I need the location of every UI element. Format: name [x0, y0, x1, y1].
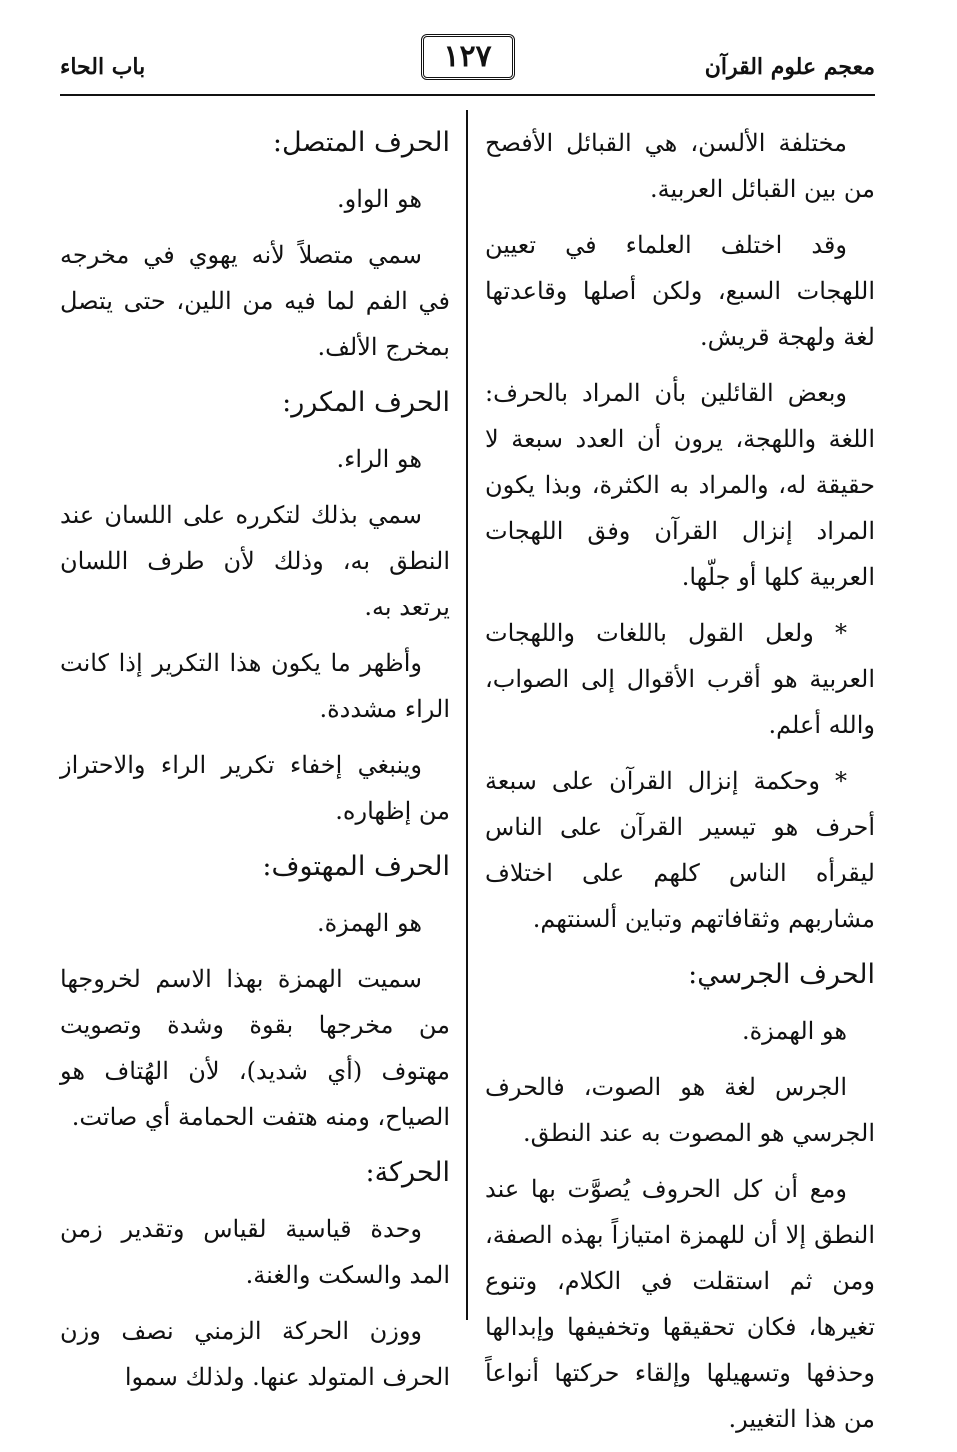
- left-column: [60, 120, 450, 1410]
- paragraph: ومع أن كل الحروف يُصوَّت بها عند النطق إلا أن للهمزة امتيازاً بهذه الصفة، ومن ثم استقلت في الكلام، وتنوع تغيرها، فكان تحقيقها وتخفيفها وإبدالها وحذفها وتسهيلها وإلقاء حركتها أنواعاً من هذا التغيير.: [485, 1175, 875, 1433]
- entry-heading: الحرف المتصل:: [272, 127, 450, 158]
- paragraph: وحدة قياسية لقياس وتقدير زمن المد والسكت والغنة.: [60, 1215, 450, 1289]
- entry-heading: الحرف المكرر:: [282, 387, 450, 418]
- section-title: باب الحاء: [60, 54, 146, 80]
- paragraph: وقد اختلف العلماء في تعيين اللهجات السبع، ولكن أصلها وقاعدتها لغة ولهجة قريش.: [485, 231, 875, 351]
- paragraph: وأظهر ما يكون هذا التكرير إذا كانت الراء مشددة.: [60, 649, 450, 723]
- paragraph: مختلفة الألسن، هي القبائل الأفصح من بين القبائل العربية.: [485, 129, 875, 203]
- paragraph: ووزن الحركة الزمني نصف وزن الحرف المتولد عنها. ولذلك سموا: [60, 1317, 450, 1391]
- paragraph: الجرس لغة هو الصوت، فالحرف الجرسي هو المصوت به عند النطق.: [485, 1073, 875, 1147]
- paragraph: وينبغي إخفاء تكرير الراء والاحتراز من إظهاره.: [60, 751, 450, 825]
- paragraph: هو الهمزة.: [741, 1017, 847, 1045]
- paragraph: * ولعل القول باللغات واللهجات العربية هو أقرب الأقوال إلى الصواب، والله أعلم.: [485, 619, 875, 739]
- paragraph: * وحكمة إنزال القرآن على سبعة أحرف هو تيسير القرآن على الناس ليقرأه الناس كلهم على اختلاف مشاربهم وثقافاتهم وتباين ألسنتهم.: [485, 767, 875, 933]
- book-title: معجم علوم القرآن: [704, 54, 875, 80]
- entry-heading: الحركة:: [365, 1157, 450, 1188]
- entry-heading: الحرف الجرسي:: [688, 959, 875, 990]
- paragraph: سميت الهمزة بهذا الاسم لخروجها من مخرجها بقوة وشدة وتصويت مهتوف (أي شديد)، لأن الهُتاف هو الصياح، ومنه هتفت الحمامة أي صاتت.: [60, 965, 450, 1131]
- paragraph: سمي بذلك لتكرره على اللسان عند النطق به، وذلك لأن طرف اللسان يرتعد به.: [60, 501, 450, 621]
- right-column: [485, 120, 875, 1452]
- column-divider: [466, 110, 468, 1320]
- paragraph: هو الراء.: [336, 445, 422, 473]
- paragraph: وبعض القائلين بأن المراد بالحرف: اللغة واللهجة، يرون أن العدد سبعة لا حقيقة له، والمراد به الكثرة، وبذا يكون المراد إنزال القرآن وفق اللهجات العربية كلها أو جلّها.: [485, 379, 875, 591]
- paragraph: هو الهمزة.: [316, 909, 422, 937]
- page-header: [60, 34, 875, 104]
- paragraph: سمي متصلاً لأنه يهوي في مخرجه في الفم لما فيه من اللين، حتى يتصل بمخرج الألف.: [60, 241, 450, 361]
- entry-heading: الحرف المهتوف:: [262, 851, 450, 882]
- page-number: ١٢٧: [421, 34, 515, 80]
- header-rule: [60, 94, 875, 96]
- paragraph: هو الواو.: [337, 185, 422, 213]
